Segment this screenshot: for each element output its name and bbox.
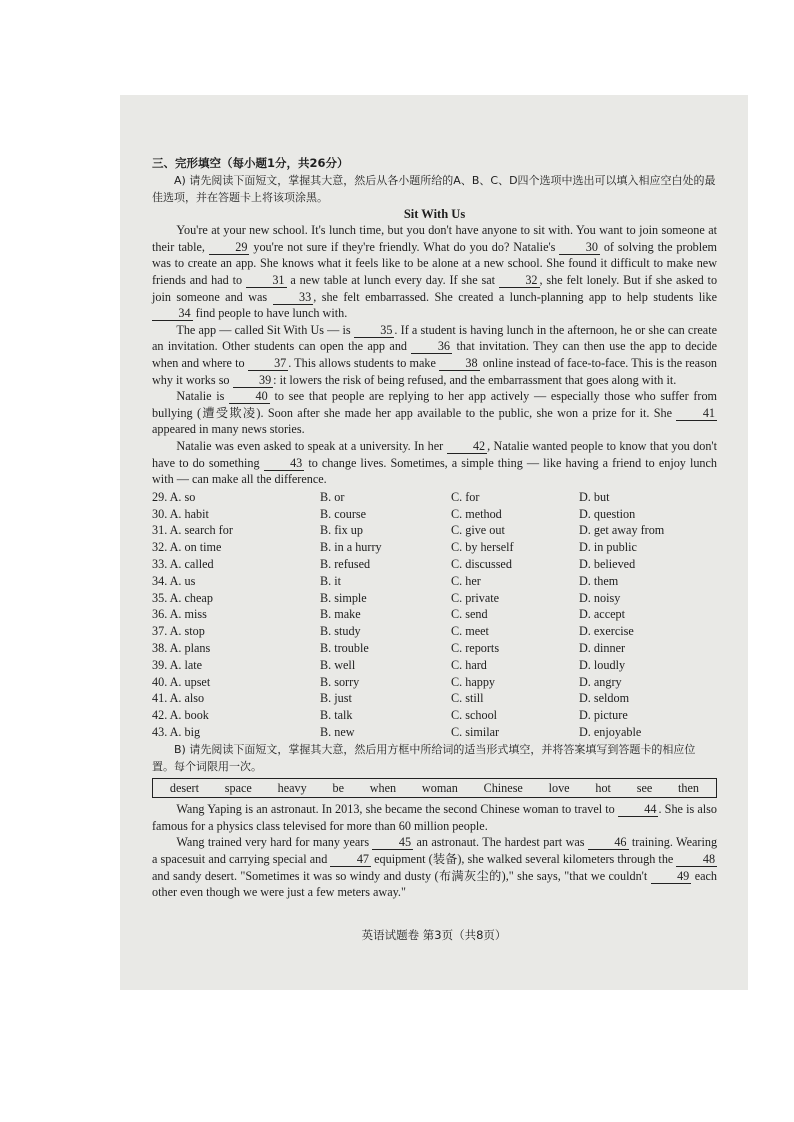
word-bank <box>152 778 717 799</box>
blank-37: 37 <box>248 357 289 371</box>
blank-40: 40 <box>229 390 270 404</box>
option: B. make <box>320 607 361 622</box>
option: 30. A. habit <box>152 506 209 521</box>
blank-33: 33 <box>273 291 314 305</box>
text: Wang trained very hard for many years <box>176 835 370 850</box>
option: D. dinner <box>579 640 626 655</box>
option-row-31 <box>152 522 717 539</box>
text: . This allows students to make <box>288 355 436 370</box>
text: and sandy desert. "Sometimes it was so windy and dusty (布满灰尘的)," she says, "that we couldn't <box>152 868 648 883</box>
option: C. happy <box>451 674 496 689</box>
text: of solving the problem was to create an app. She knows what it feels like to be alone at a new school. She found it difficult to make new friends and had to <box>152 239 718 287</box>
option: C. school <box>451 708 498 723</box>
option: 36. A. miss <box>152 607 207 622</box>
option: D. picture <box>579 708 628 723</box>
text: you're not sure if they're friendly. What do you do? Natalie's <box>253 239 556 254</box>
option: D. exercise <box>579 624 634 639</box>
text: , Natalie wanted people to know that you don't have to do something <box>152 438 718 470</box>
option: B. new <box>320 724 355 739</box>
option-row-40 <box>152 673 717 690</box>
text: online instead of face-to-face. This is the reason why it works so <box>152 355 718 387</box>
option: D. them <box>579 573 619 588</box>
text: an astronaut. The hardest part was <box>416 835 585 850</box>
option: 34. A. us <box>152 573 196 588</box>
text: Natalie is <box>176 389 225 404</box>
option: C. give out <box>451 523 505 538</box>
text: , she felt lonely. But if she asked to join someone and was <box>152 272 718 304</box>
option-row-36 <box>152 606 717 623</box>
option: 40. A. upset <box>152 674 211 689</box>
blank-30: 30 <box>559 241 600 255</box>
option: B. refused <box>320 556 371 571</box>
blank-34: 34 <box>152 307 193 321</box>
option: B. in a hurry <box>320 540 382 555</box>
option: 42. A. book <box>152 708 209 723</box>
bank-word: woman <box>421 780 458 795</box>
section-heading: 三、完形填空（每小题1分，共26分） <box>152 156 349 170</box>
text: : it lowers the risk of being refused, and the embarrassment that goes along with it. <box>273 372 677 387</box>
paragraph-1 <box>152 222 717 322</box>
option: D. question <box>579 506 636 521</box>
bank-word: see <box>636 780 653 795</box>
option-row-30 <box>152 505 717 522</box>
paragraph-4 <box>152 438 717 488</box>
option-row-42 <box>152 707 717 724</box>
text: to change lives. Sometimes, a simple thing — like having a friend to enjoy lunch with — can make all the difference. <box>152 455 718 487</box>
option: C. method <box>451 506 502 521</box>
option: 39. A. late <box>152 657 203 672</box>
option-row-35 <box>152 589 717 606</box>
text: that invitation. They can then use the app to decide when and where to <box>152 339 717 370</box>
blank-39: 39 <box>233 374 274 388</box>
option: D. enjoyable <box>579 724 642 739</box>
option: C. still <box>451 691 484 706</box>
option: C. hard <box>451 657 487 672</box>
option-row-41 <box>152 690 717 707</box>
blank-46: 46 <box>588 836 629 850</box>
option: B. it <box>320 573 341 588</box>
option: B. sorry <box>320 674 360 689</box>
option-row-29 <box>152 489 717 506</box>
option: C. reports <box>451 640 500 655</box>
blank-44: 44 <box>618 803 659 817</box>
option: 31. A. search for <box>152 523 233 538</box>
option: D. believed <box>579 556 636 571</box>
text: You're at your new school. It's lunch time, but you don't have anyone to sit with. You want to join someone at their table, <box>152 223 717 254</box>
part-b-paragraph-2 <box>152 834 717 900</box>
bank-word: Chinese <box>483 780 523 795</box>
option: D. noisy <box>579 590 621 605</box>
text: equipment (装备), she walked several kilometers through the <box>374 852 674 867</box>
option-row-33 <box>152 556 717 573</box>
option: C. her <box>451 573 481 588</box>
text: each other even though we were just a few meters away." <box>152 868 718 900</box>
option: 43. A. big <box>152 724 201 739</box>
exam-page <box>120 95 748 990</box>
option-row-32 <box>152 539 717 556</box>
option: C. similar <box>451 724 500 739</box>
text: , she felt embarrassed. She created a lunch-planning app to help students like <box>313 289 717 304</box>
bank-word: heavy <box>277 780 307 795</box>
page-footer: 英语试题卷 第3页（共8页） <box>361 928 507 942</box>
option-row-38 <box>152 640 717 657</box>
option: B. just <box>320 691 352 706</box>
blank-42: 42 <box>447 440 488 454</box>
option: C. for <box>451 489 480 504</box>
blank-36: 36 <box>411 340 452 354</box>
part-b-paragraph-1 <box>152 801 717 834</box>
option: 32. A. on time <box>152 540 222 555</box>
option: 38. A. plans <box>152 640 211 655</box>
option: C. private <box>451 590 500 605</box>
option: D. accept <box>579 607 626 622</box>
option: C. meet <box>451 624 489 639</box>
text: appeared in many news stories. <box>152 422 305 437</box>
option: D. but <box>579 489 610 504</box>
bank-word: desert <box>169 780 199 795</box>
blank-35: 35 <box>354 324 395 338</box>
text: . If a student is having lunch in the afternoon, he or she can create an invitation. Other students can open the app and <box>152 322 717 354</box>
paragraph-2 <box>152 322 717 388</box>
text: to see that people are replying to her app actively — especially those who suffer from bullying (遭受欺凌). Soon after she made her app available to the public, she won a prize for it. She <box>152 389 718 420</box>
text: Wang Yaping is an astronaut. In 2013, she became the second Chinese woman to travel to <box>176 802 615 817</box>
bank-word: when <box>369 780 397 795</box>
option: B. course <box>320 506 367 521</box>
part-b-instruction: B) 请先阅读下面短文，掌握其大意，然后用方框中所给词的适当形式填空，并将答案填写到答题卡的相应位置。每个词限用一次。 <box>152 742 696 773</box>
option: 37. A. stop <box>152 624 205 639</box>
bank-word: space <box>224 780 252 795</box>
bank-word: then <box>678 780 700 795</box>
text: Natalie was even asked to speak at a university. In her <box>176 438 444 453</box>
blank-43: 43 <box>264 457 305 471</box>
option: 29. A. so <box>152 489 196 504</box>
part-a-instruction: A) 请先阅读下面短文，掌握其大意，然后从各小题所给的A、B、C、D四个选项中选出可以填入相应空白处的最佳选项，并在答题卡上将该项涂黑。 <box>152 173 716 204</box>
option-row-39 <box>152 657 717 674</box>
paragraph-3 <box>152 388 717 438</box>
option: B. or <box>320 489 345 504</box>
bank-word: love <box>548 780 570 795</box>
option: B. study <box>320 624 361 639</box>
option: B. fix up <box>320 523 363 538</box>
option: C. send <box>451 607 488 622</box>
page-content <box>152 155 717 901</box>
text: . She is also famous for a physics class televised for more than 60 million people. <box>152 802 717 833</box>
blank-38: 38 <box>439 357 480 371</box>
option: 33. A. called <box>152 556 214 571</box>
blank-41: 41 <box>676 407 717 421</box>
text: training. Wearing a spacesuit and carrying special and <box>152 835 718 867</box>
blank-48: 48 <box>676 853 717 867</box>
answer-options <box>152 489 717 741</box>
blank-29: 29 <box>209 241 250 255</box>
option: 41. A. also <box>152 691 205 706</box>
text: The app — called Sit With Us — is <box>176 322 351 337</box>
option: 35. A. cheap <box>152 590 213 605</box>
option-row-37 <box>152 623 717 640</box>
bank-word: hot <box>595 780 611 795</box>
blank-31: 31 <box>246 274 287 288</box>
option: D. angry <box>579 674 622 689</box>
bank-word: be <box>332 780 344 795</box>
option: B. talk <box>320 708 353 723</box>
blank-32: 32 <box>499 274 540 288</box>
option: B. well <box>320 657 356 672</box>
option-row-34 <box>152 573 717 590</box>
option: D. get away from <box>579 523 665 538</box>
option: B. simple <box>320 590 367 605</box>
blank-47: 47 <box>330 853 371 867</box>
option: B. trouble <box>320 640 369 655</box>
blank-49: 49 <box>651 870 692 884</box>
option: D. seldom <box>579 691 630 706</box>
option: D. in public <box>579 540 637 555</box>
option: C. by herself <box>451 540 514 555</box>
option-row-43 <box>152 724 717 741</box>
text: a new table at lunch every day. If she sat <box>290 272 496 287</box>
passage-title: Sit With Us <box>403 206 466 221</box>
option: D. loudly <box>579 657 626 672</box>
blank-45: 45 <box>372 836 413 850</box>
option: C. discussed <box>451 556 512 571</box>
text: find people to have lunch with. <box>195 306 348 321</box>
